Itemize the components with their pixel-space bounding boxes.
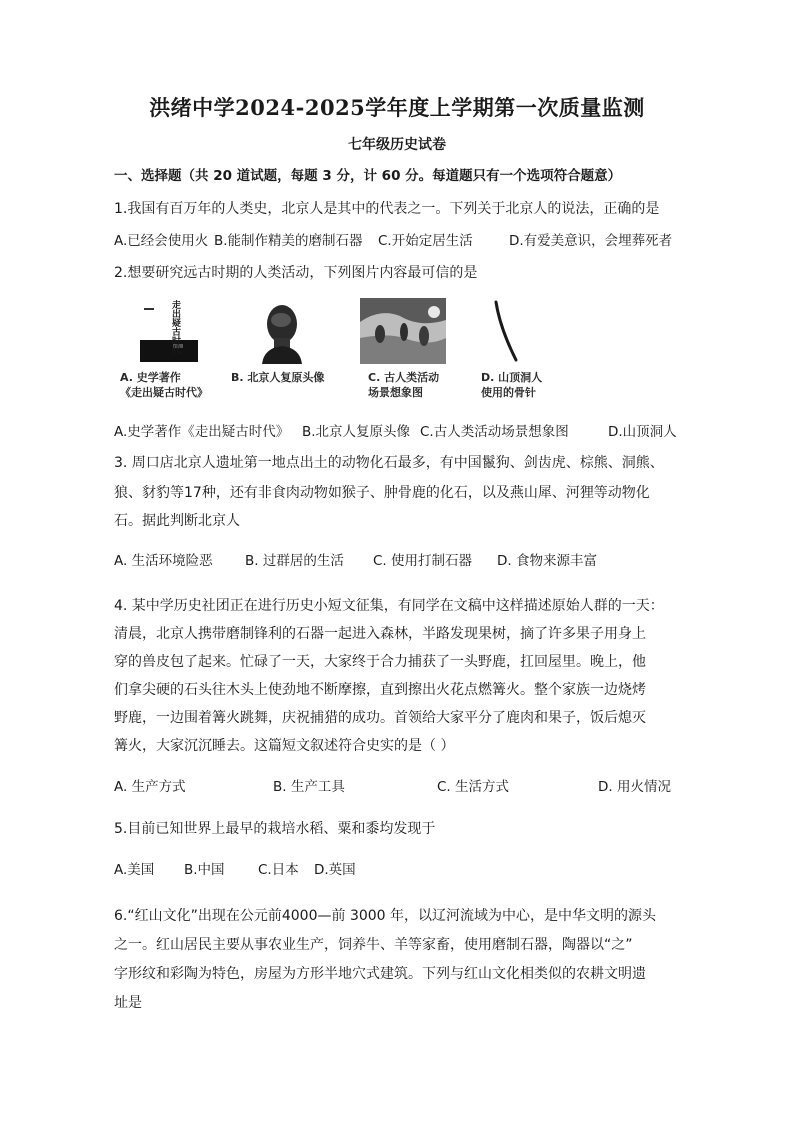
q2-image-options — [114, 298, 554, 410]
q2-option-b: B.北京人复原头像 — [302, 424, 411, 440]
exam-title: 洪绪中学2024-2025学年度上学期第一次质量监测 — [149, 95, 645, 120]
q4-line-1: 4. 某中学历史社团正在进行历史小短文征集，有同学在文稿中这样描述原始人群的一天： — [114, 598, 664, 614]
q4-option-a: A. 生产方式 — [114, 779, 186, 795]
q5-option-d: D.英国 — [314, 862, 356, 878]
q4-line-6: 篝火，大家沉沉睡去。这篇短文叙述符合史实的是（ ） — [114, 738, 455, 754]
q4-line-5: 野鹿，一边围着篝火跳舞，庆祝捕猎的成功。首领给大家平分了鹿肉和果子，饭后熄灭 — [114, 710, 646, 726]
q3-option-c: C. 使用打制石器 — [373, 553, 473, 569]
q4-line-4: 们拿尖硬的石头往木头上使劲地不断摩擦，直到擦出火花点燃篝火。整个家族一边烧烤 — [114, 682, 646, 698]
q3-line-3: 石。据此判断北京人 — [114, 513, 240, 529]
peking-man-bust-image — [254, 298, 310, 364]
q6-line-1: 6.“红山文化”出现在公元前4000—前 3000 年，以辽河流域为中心，是中华文明的源头 — [114, 908, 657, 924]
q3-option-b: B. 过群居的生活 — [245, 553, 344, 569]
q6-line-2: 之一。红山居民主要从事农业生产，饲养牛、羊等家畜，使用磨制石器，陶器以“之” — [114, 937, 633, 953]
q1-option-a: A.已经会使用火 — [114, 233, 209, 249]
q2-option-d: D.山顶洞人 — [608, 424, 677, 440]
q2-option-c: C.古人类活动场景想象图 — [420, 424, 569, 440]
bone-needle-image — [486, 298, 536, 364]
q1-option-b: B.能制作精美的磨制石器 — [214, 233, 363, 249]
q6-line-3: 字形纹和彩陶为特色，房屋为方形半地穴式建筑。下列与红山文化相类似的农耕文明遗 — [114, 966, 646, 982]
caption-c: C. 古人类活动 场景想象图 — [368, 371, 440, 399]
q3-line-1: 3. 周口店北京人遗址第一地点出土的动物化石最多，有中国鬣狗、剑齿虎、棕熊、洞熊、 — [114, 455, 664, 471]
q4-option-d: D. 用火情况 — [598, 779, 671, 795]
book-cover-image — [140, 298, 198, 362]
q2-stem: 2.想要研究远古时期的人类活动，下列图片内容最可信的是 — [114, 265, 478, 281]
q3-option-d: D. 食物来源丰富 — [497, 553, 597, 569]
q2-option-a: A.史学著作《走出疑古时代》 — [114, 424, 290, 440]
q4-line-3: 穿的兽皮包了起来。忙碌了一天，大家终于合力捕获了一头野鹿，扛回屋里。晚上，他 — [114, 654, 646, 670]
q5-option-a: A.美国 — [114, 862, 155, 878]
q5-option-c: C.日本 — [258, 862, 299, 878]
section-heading: 一、选择题（共 20 道试题，每题 3 分，计 60 分。每道题只有一个选项符合题意） — [114, 168, 622, 184]
book-cover-title: 走出疑古时代 — [172, 301, 182, 356]
q3-option-a: A. 生活环境险恶 — [114, 553, 213, 569]
prehistoric-scene-image — [360, 298, 446, 364]
q5-option-b: B.中国 — [184, 862, 225, 878]
q4-option-b: B. 生产工具 — [273, 779, 345, 795]
caption-b: B. 北京人复原头像 — [231, 371, 325, 384]
exam-subtitle: 七年级历史试卷 — [348, 137, 446, 153]
q4-option-c: C. 生活方式 — [437, 779, 510, 795]
q3-line-2: 狼、豺豹等17种，还有非食肉动物如猴子、肿骨鹿的化石，以及燕山犀、河狸等动物化 — [114, 485, 650, 501]
q1-stem: 1.我国有百万年的人类史，北京人是其中的代表之一。下列关于北京人的说法，正确的是 — [114, 201, 660, 217]
q5-stem: 5.目前已知世界上最早的栽培水稻、粟和黍均发现于 — [114, 821, 436, 837]
q1-option-c: C.开始定居生活 — [378, 233, 473, 249]
q4-line-2: 清晨，北京人携带磨制锋利的石器一起进入森林，半路发现果树，摘了许多果子用身上 — [114, 626, 646, 642]
q1-option-d: D.有爱美意识，会埋葬死者 — [509, 233, 673, 249]
caption-a: A. 史学著作 《走出疑古时代》 — [120, 371, 208, 399]
caption-d: D. 山顶洞人 使用的骨针 — [481, 371, 543, 399]
q6-line-4: 址是 — [114, 995, 142, 1011]
